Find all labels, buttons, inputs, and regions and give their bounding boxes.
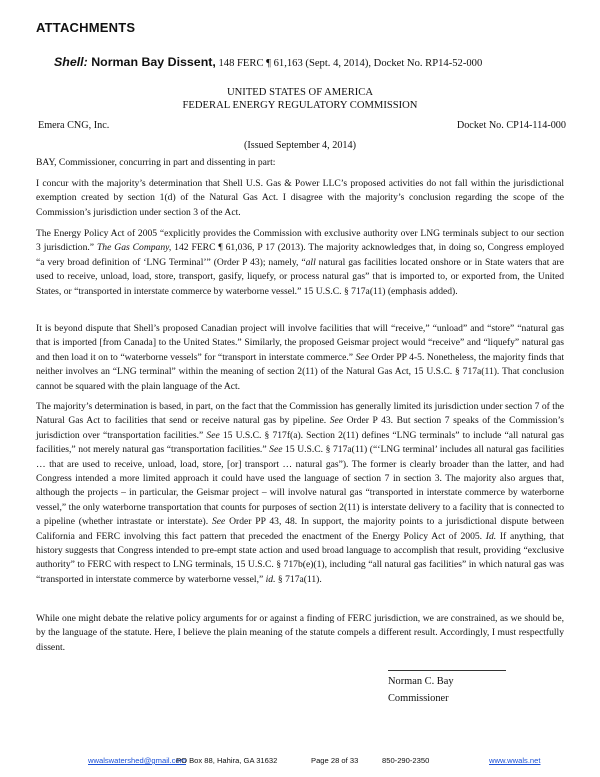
footer-email-link[interactable]: wwalswatershed@gmail.com — [88, 756, 187, 765]
agency-line-2: FEDERAL ENERGY REGULATORY COMMISSION — [182, 100, 418, 111]
text-run: It is beyond dispute that Shell’s proposed Canadian project will involve facilities that will “receive,” “unload” and “store” “natural gas that is imported [from Canada] to the United States.” Similarly, the proposed Geismar project would “receive” and “liquefy” natural gas and then load it on to “waterborne vessels” for “transport in interstate commerce.” — [36, 323, 564, 363]
section-heading: ATTACHMENTS — [36, 20, 136, 35]
text-run: If anything, that history suggests that Congress intended to pre-empt state action and used broad language to accomplish that result, providing “exclusive authority” to FERC with respect to LNG terminals, 15 U.S.C. § 717b(e)(1), including “all natural gas facilities” in which natural gas was “transported in interstate commerce by waterborne vessel,” — [36, 530, 564, 585]
paragraph-4 — [36, 400, 564, 587]
footer-address: PO Box 88, Hahira, GA 31632 — [176, 756, 278, 765]
text-run: 142 FERC ¶ 61,036, P 17 (2013). The majority acknowledges that, in doing so, Congress employed “a very broad definition of ‘LNG Terminal’” (Order P 43); namely, “ — [36, 242, 564, 268]
case-citation-line — [54, 55, 482, 69]
paragraph-3 — [36, 322, 564, 394]
text-run: The majority’s determination is based, in part, on the fact that the Commission has generally limited its jurisdiction under section 7 of the Natural Gas Act to facilities that send or receive natural gas by pipeline. — [36, 401, 564, 427]
italic-run: all — [305, 256, 316, 268]
signature-title: Commissioner — [388, 693, 449, 704]
case-citation: 148 FERC ¶ 61,163 (Sept. 4, 2014), Docket No. RP14-52-000 — [218, 58, 483, 69]
footer-page-number: Page 28 of 33 — [311, 756, 359, 765]
paragraph-1: I concur with the majority’s determination that Shell U.S. Gas & Power LLC’s proposed activities do not fall within the jurisdictional exemption created by section 1(d) of the Natural Gas Act. I disagree with the majority’s conclusion regarding the scope of the Commission’s jurisdiction under section 3 of the Act. — [36, 178, 564, 218]
italic-run: See — [329, 415, 344, 427]
italic-run: Id. — [485, 530, 497, 542]
paragraph-2 — [36, 227, 564, 299]
italic-run: See — [355, 351, 369, 363]
text-run: 15 U.S.C. § 717a(11) (“‘LNG terminal’ includes all natural gas facilities … that are used to receive, unload, load, store, [or] transport … natural gas”). The former is clearly broader than the latter, and had Congress intended a more limited approach it could have used the language of section 7 in section 3. The majority also argues that, although the projects – in particular, the Geismar project – will involve natural gas “transported in interstate commerce by waterborne vessel,” the only waterborne transportation that counts for purposes of section 2(11) is interstate delivery to a facility that is connected to a pipeline (whether intrastate or interstate). — [36, 444, 564, 528]
text-run: Order P 43. But section 7 speaks of the Commission’s jurisdiction over “transportation facilities.” — [36, 415, 564, 441]
case-title — [54, 55, 216, 69]
case-title-text: Norman Bay Dissent, — [91, 55, 216, 69]
text-run: Order PP 4-5. Nonetheless, the majority finds that neither involves an “LNG terminal” within the meaning of section 2(11) of the Natural Gas Act, 15 U.S.C. § 717a(11). That conclusion cannot be squared with the plain language of the Act. — [36, 351, 565, 392]
agency-line-1: UNITED STATES OF AMERICA — [227, 87, 373, 98]
party-name: Emera CNG, Inc. — [38, 120, 110, 131]
paragraph-5: While one might debate the relative policy arguments for or against a finding of FERC jurisdiction, we are constrained, as we should be, by the language of the statute. Here, I believe the plain meaning of the statute compels a different result. Accordingly, I must respectfully dissent. — [36, 613, 564, 653]
text-run: natural gas facilities located onshore or in State waters that are used to receive, unload, load, store, transport, gasify, liquefy, or process natural gas” that is imported to, or exported from, the United States, or “transported in interstate commerce by waterborne vessel.” 15 U.S.C. § 717a(11) (emphasis added). — [36, 256, 564, 297]
italic-run: See — [269, 444, 283, 456]
text-run: 15 U.S.C. § 717f(a). Section 2(11) defines “LNG terminals” to include “all natural gas facilities,” not merely natural gas “transportation facilities.” — [36, 429, 564, 456]
caption-row — [38, 120, 566, 131]
issued-date: (Issued September 4, 2014) — [243, 140, 357, 151]
footer-website-link[interactable]: www.wwals.net — [489, 756, 541, 765]
text-run: The Energy Policy Act of 2005 “explicitly provides the Commission with exclusive authority over LNG terminals subject to our section 3 jurisdiction.” — [36, 228, 564, 254]
case-prefix: Shell: — [54, 55, 88, 69]
italic-run: See — [211, 516, 226, 528]
text-run: Order PP 43, 48. In support, the majority points to a jurisdictional dispute between California and FERC involving this fact pattern that preceded the enactment of the Energy Policy Act of 2005. — [36, 516, 564, 542]
italic-run: The Gas Company, — [96, 242, 172, 254]
italic-run: id. — [265, 573, 276, 585]
docket-number: Docket No. CP14-114-000 — [456, 120, 566, 131]
signature-line — [388, 670, 506, 671]
italic-run: See — [206, 429, 220, 441]
opening-line: BAY, Commissioner, concurring in part and dissenting in part: — [36, 157, 276, 168]
footer-phone: 850-290-2350 — [382, 756, 430, 765]
text-run: § 717a(11). — [275, 573, 322, 585]
signature-name: Norman C. Bay — [388, 676, 454, 687]
